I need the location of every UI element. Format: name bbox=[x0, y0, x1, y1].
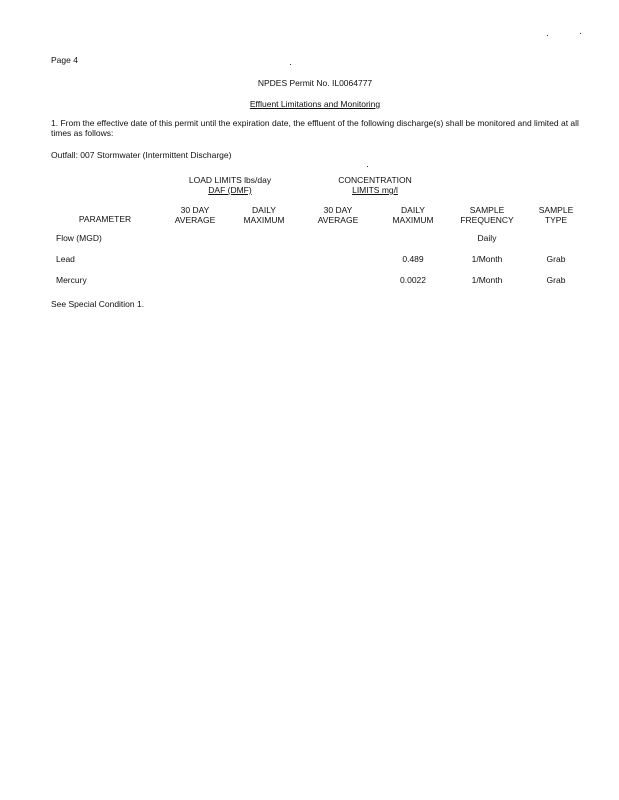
scan-speck bbox=[367, 166, 368, 167]
col-sample-type-line1: SAMPLE bbox=[538, 205, 574, 215]
row-lead-daily-max: 0.489 bbox=[402, 254, 424, 264]
col-load-daily-line2: MAXIMUM bbox=[243, 215, 285, 225]
load-limits-title: LOAD LIMITS lbs/day bbox=[188, 175, 272, 185]
intro-paragraph: 1. From the effective date of this permit until the expiration date, the effluent of the following discharge(s) shall be monitored and limited at all times as follows: bbox=[51, 118, 579, 138]
row-lead-parameter: Lead bbox=[56, 254, 75, 264]
page-label: Page 4 bbox=[51, 55, 78, 65]
col-conc-30day-line2: AVERAGE bbox=[317, 215, 359, 225]
col-conc-30day-line1: 30 DAY bbox=[323, 205, 353, 215]
col-parameter: PARAMETER bbox=[78, 214, 132, 224]
concentration-title: CONCENTRATION bbox=[338, 175, 412, 185]
scan-speck bbox=[547, 35, 548, 36]
concentration-header bbox=[338, 175, 412, 195]
permit-number: NPDES Permit No. IL0064777 bbox=[257, 78, 373, 88]
col-sample-frequency-line1: SAMPLE bbox=[469, 205, 505, 215]
row-mercury-frequency: 1/Month bbox=[471, 275, 503, 285]
col-sample-type-line2: TYPE bbox=[544, 215, 568, 225]
col-conc-daily-line1: DAILY bbox=[401, 205, 425, 215]
load-limits-sub: DAF (DMF) bbox=[208, 185, 252, 195]
row-flow-parameter: Flow (MGD) bbox=[56, 233, 102, 243]
col-sample-frequency-line2: FREQUENCY bbox=[460, 215, 514, 225]
special-condition-note: See Special Condition 1. bbox=[51, 299, 145, 309]
col-load-daily bbox=[243, 205, 284, 225]
row-mercury-type: Grab bbox=[546, 275, 566, 285]
section-title: Effluent Limitations and Monitoring bbox=[249, 99, 381, 109]
col-load-30day bbox=[175, 205, 215, 225]
col-load-30day-line1: 30 DAY bbox=[180, 205, 210, 215]
concentration-sub: LIMITS mg/l bbox=[352, 185, 398, 195]
load-limits-header bbox=[189, 175, 271, 195]
row-mercury-parameter: Mercury bbox=[56, 275, 87, 285]
col-conc-30day bbox=[318, 205, 358, 225]
row-mercury-daily-max: 0.0022 bbox=[400, 275, 426, 285]
col-load-daily-line1: DAILY bbox=[252, 205, 276, 215]
row-flow-frequency: Daily bbox=[477, 233, 497, 243]
col-conc-daily-line2: MAXIMUM bbox=[392, 215, 434, 225]
scan-speck bbox=[580, 33, 581, 34]
row-lead-frequency: 1/Month bbox=[471, 254, 503, 264]
col-load-30day-line2: AVERAGE bbox=[174, 215, 216, 225]
col-conc-daily bbox=[392, 205, 433, 225]
col-sample-type bbox=[539, 205, 574, 225]
scan-speck bbox=[290, 64, 291, 65]
outfall-line: Outfall: 007 Stormwater (Intermittent Discharge) bbox=[51, 150, 232, 160]
row-lead-type: Grab bbox=[546, 254, 566, 264]
col-sample-frequency bbox=[460, 205, 513, 225]
